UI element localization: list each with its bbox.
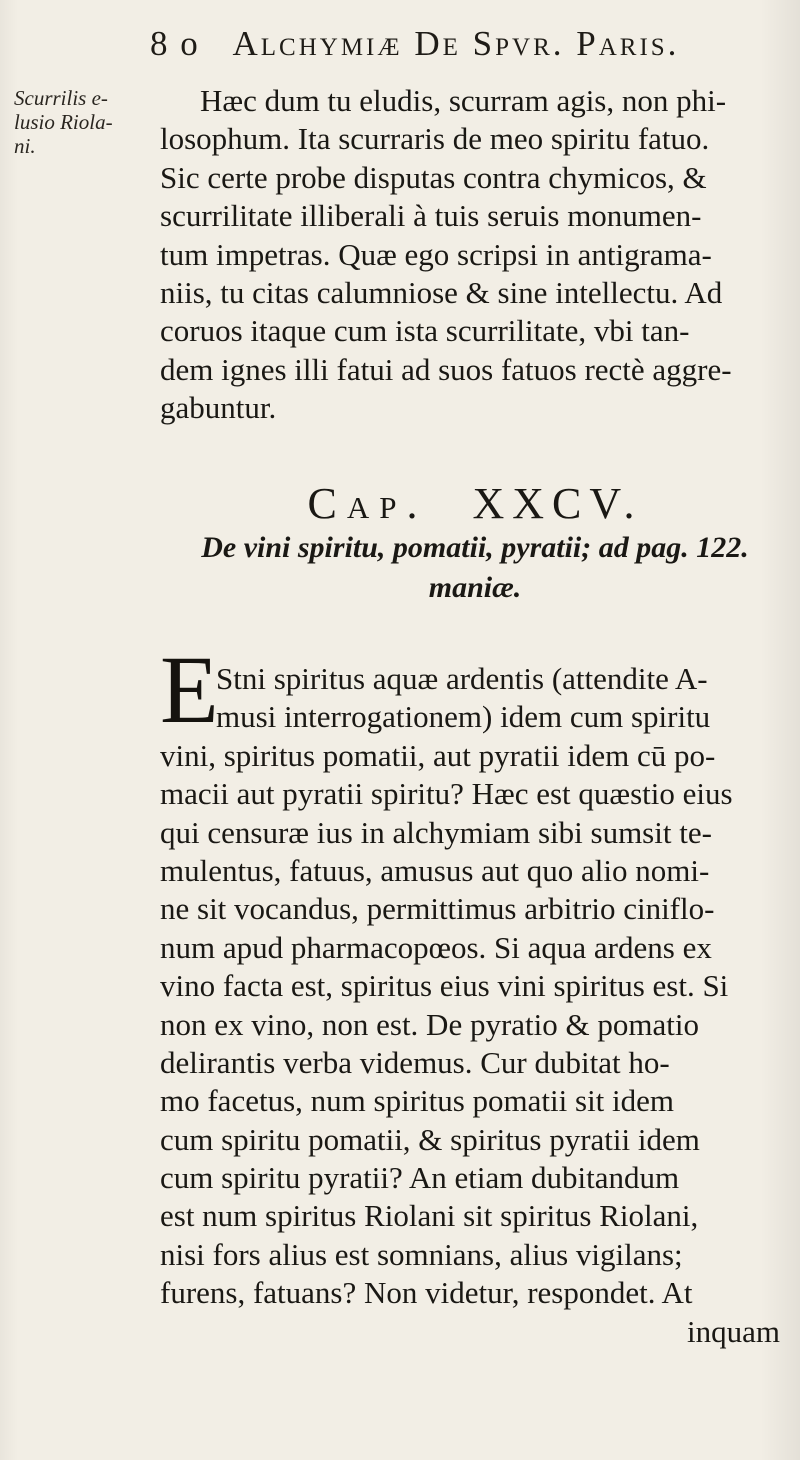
text-line: non ex vino, non est. De pyratio & pomatio: [160, 1006, 699, 1042]
chapter-subtitle: [160, 528, 790, 608]
text-line: dem ignes illi fatui ad suos fatuos rectè aggre-: [160, 351, 732, 387]
marginal-note-line: Scurrilis e-: [14, 86, 108, 110]
marginal-note-line: ni.: [14, 134, 36, 158]
text-line: Stni spiritus aquæ ardentis (attendite A-: [216, 661, 708, 696]
text-line: losophum. Ita scurraris de meo spiritu fatuo.: [160, 121, 710, 157]
text-line: tum impetras. Quæ ego scripsi in antigrama-: [160, 236, 712, 272]
text-line: delirantis verba videmus. Cur dubitat ho-: [160, 1044, 670, 1080]
catchword: inquam: [687, 1313, 780, 1349]
text-line: Sic certe probe disputas contra chymicos, &: [160, 159, 707, 195]
text-line: mo facetus, num spiritus pomatii sit idem: [160, 1083, 675, 1119]
chapter-label: Cap.: [307, 479, 428, 528]
text-line: niis, tu citas calumniose & sine intellectu. Ad: [160, 274, 723, 310]
text-line: coruos itaque cum ista scurrilitate, vbi tan-: [160, 313, 690, 349]
text-line: furens, fatuans? Non videtur, respondet. At: [160, 1275, 693, 1311]
text-line: est num spiritus Riolani sit spiritus Riolani,: [160, 1198, 699, 1234]
text-line: macii aut pyratii spiritu? Hæc est quæstio eius: [160, 776, 733, 812]
text-line: qui censuræ ius in alchymiam sibi sumsit te-: [160, 814, 712, 850]
text-line: vino facta est, spiritus eius vini spiritus est. Si: [160, 968, 729, 1004]
page-number: 8 o: [150, 24, 200, 63]
text-line: musi interrogationem) idem cum spiritu: [216, 699, 711, 735]
text-line: ne sit vocandus, permittimus arbitrio ciniflo-: [160, 891, 715, 927]
text-line: Hæc dum tu eludis, scurram agis, non phi-: [200, 83, 727, 118]
text-line: nisi fors alius est somnians, alius vigilans;: [160, 1236, 683, 1272]
text-line: cum spiritu pyratii? An etiam dubitandum: [160, 1160, 680, 1196]
chapter-number: XXCV.: [472, 479, 643, 528]
subtitle-line: De vini spiritu, pomatii, pyratii; ad pag. 122.: [201, 531, 749, 564]
text-line: mulentus, fatuus, amusus aut quo alio nomi-: [160, 852, 710, 888]
text-line: vini, spiritus pomatii, aut pyratii idem cū po-: [160, 737, 716, 773]
marginal-note-line: lusio Riola-: [14, 110, 113, 134]
running-head: [150, 24, 790, 74]
paragraph-2: [160, 660, 790, 1351]
text-line: scurrilitate illiberali à tuis seruis monumen-: [160, 198, 702, 234]
running-title: Alchymiæ De Spvr. Paris.: [232, 24, 680, 63]
paragraph-1: [160, 82, 790, 428]
chapter-heading: [160, 478, 790, 529]
subtitle-line: maniæ.: [428, 571, 522, 604]
drop-cap: E: [160, 636, 219, 743]
text-line: gabuntur.: [160, 390, 277, 426]
text-line: cum spiritu pomatii, & spiritus pyratii idem: [160, 1121, 700, 1157]
text-line: num apud pharmacopœos. Si aqua ardens ex: [160, 929, 712, 965]
marginal-note: [14, 86, 134, 158]
